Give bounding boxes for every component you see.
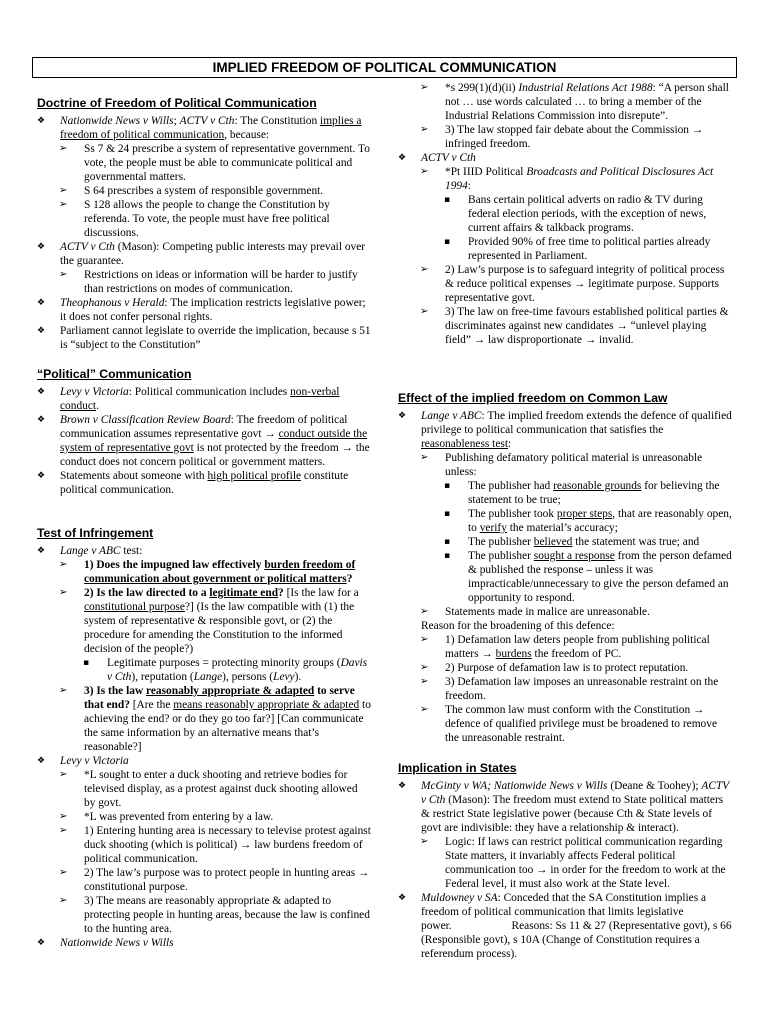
heading-implication-in-states: Implication in States — [398, 761, 517, 775]
sub-bullet-item: ➢ 3) Defamation law imposes an unreasonable restraint on the freedom. — [398, 675, 732, 703]
bullet-item: ❖ Muldowney v SA: Conceded that the SA Constitution implies a freedom of political communication that limits legislative power. Reasons: Ss 11 & 27 (Representative govt), s 66 (Responsible govt), s 10A (Change of Constitution requires a referendum process). — [398, 891, 732, 961]
sub-bullet-item: ➢ 1) Defamation law deters people from publishing political matters → burdens the freedom of PC. — [398, 633, 732, 661]
sub-bullet-item: ➢ *Pt IIID Political Broadcasts and Political Disclosures Act 1994: — [398, 165, 732, 193]
bullet-item: ❖ McGinty v WA; Nationwide News v Wills (Deane & Toohey); ACTV v Cth (Mason): The freedom must extend to State political matters & restrict State legislative power (because Cth & State levels of govt are indivisible: they have a relationship & interact). — [398, 779, 732, 835]
bullet-item: ❖ Parliament cannot legislate to override the implication, because s 51 is “subject to the Constitution” — [37, 324, 371, 352]
sub-bullet-item: ➢ 2) The law’s purpose was to protect people in hunting areas → constitutional purpose. — [37, 866, 371, 894]
sub-sub-bullet-item: ▪ The publisher believed the statement was true; and — [398, 535, 732, 549]
bullet-item: ❖ Statements about someone with high political profile constitute political communication. — [37, 469, 371, 497]
sub-sub-bullet-item: ▪ Legitimate purposes = protecting minority groups (Davis v Cth), reputation (Lange), persons (Levy). — [37, 656, 371, 684]
page-title: IMPLIED FREEDOM OF POLITICAL COMMUNICATION — [32, 57, 737, 78]
sub-sub-bullet-item: ▪ Bans certain political adverts on radio & TV during federal election periods, with the exception of news, current affairs & talkback programs. — [398, 193, 732, 235]
sub-bullet-item: ➢ S 128 allows the people to change the Constitution by referenda. To vote, the people must have free political discussions. — [37, 198, 371, 240]
sub-bullet-item: ➢ S 64 prescribes a system of responsible government. — [37, 184, 371, 198]
text-line: Reason for the broadening of this defence: — [421, 620, 615, 632]
heading-political-communication: “Political” Communication — [37, 367, 192, 381]
heading-test-of-infringement: Test of Infringement — [37, 526, 154, 540]
sub-bullet-item: ➢ *L sought to enter a duck shooting and retrieve bodies for televised display, as a protest against duck shooting allowed by govt. — [37, 768, 371, 810]
bullet-item: ❖ Levy v Victoria: Political communication includes non-verbal conduct. — [37, 385, 371, 413]
sub-bullet-item: ➢ 2) Purpose of defamation law is to protect reputation. — [398, 661, 732, 675]
sub-bullet-item: ➢ 1) Does the impugned law effectively burden freedom of communication about government or political matters? — [37, 558, 371, 586]
sub-bullet-item: ➢ 2) Is the law directed to a legitimate end? [Is the law for a constitutional purpose?] (Is the law compatible with (1) the system of representative & responsible govt, or (2) the procedure for amending the Constitution to the informed decision of the people?) — [37, 586, 371, 656]
sub-sub-bullet-item: ▪ The publisher sought a response from the person defamed & published the response – unless it was impracticable/unnecessary to give the person defamed an opportunity to respond. — [398, 549, 732, 605]
sub-bullet-item: ➢ 3) The law on free-time favours established political parties & discriminates against new candidates → “unlevel playing field” → law disproportionate → invalid. — [398, 305, 732, 347]
bullet-item: ❖ Nationwide News v Wills; ACTV v Cth: The Constitution implies a freedom of political communication, because: — [37, 114, 371, 142]
heading-common-law: Effect of the implied freedom on Common Law — [398, 391, 668, 405]
bullet-item: ❖ Brown v Classification Review Board: The freedom of political communication assumes representative govt → conduct outside the system of representative govt is not protected by the freedom → the conduct does not concern political or government matters. — [37, 413, 371, 469]
sub-bullet-item: ➢ Statements made in malice are unreasonable. — [398, 605, 732, 619]
bullet-item: ❖ Lange v ABC: The implied freedom extends the defence of qualified privilege to political communication that satisfies the reasonableness test: — [398, 409, 732, 451]
sub-bullet-item: ➢ Ss 7 & 24 prescribe a system of representative government. To vote, the people must be able to communicate political and governmental matters. — [37, 142, 371, 184]
sub-bullet-item: ➢ 1) Entering hunting area is necessary to televise protest against duck shooting (which is political) → law burdens freedom of political communication. — [37, 824, 371, 866]
sub-bullet-item: ➢ 2) Law’s purpose is to safeguard integrity of political process & reduce political expenses → legitimate purpose. Supports representative govt. — [398, 263, 732, 305]
bullet-item: ❖ ACTV v Cth (Mason): Competing public interests may prevail over the guarantee. — [37, 240, 371, 268]
bullet-item: ❖ Levy v Victoria — [37, 754, 371, 768]
sub-bullet-item: ➢ The common law must conform with the Constitution → defence of qualified privilege must be broadened to remove the unreasonable restraint. — [398, 703, 732, 745]
bullet-item: ❖ Theophanous v Herald: The implication restricts legislative power; it does not confer personal rights. — [37, 296, 371, 324]
bullet-item: ❖ Nationwide News v Wills — [37, 936, 371, 950]
sub-bullet-item: ➢ *s 299(1)(d)(ii) Industrial Relations Act 1988: “A person shall not … use words calculated … to bring a member of the Industrial Relations Commission into disrepute”. — [398, 81, 732, 123]
heading-doctrine: Doctrine of Freedom of Political Communication — [37, 96, 317, 110]
bullet-item: ❖ ACTV v Cth — [398, 151, 732, 165]
sub-sub-bullet-item: ▪ Provided 90% of free time to political parties already represented in Parliament. — [398, 235, 732, 263]
sub-bullet-item: ➢ *L was prevented from entering by a law. — [37, 810, 371, 824]
sub-bullet-item: ➢ Publishing defamatory political material is unreasonable unless: — [398, 451, 732, 479]
sub-sub-bullet-item: ▪ The publisher had reasonable grounds for believing the statement to be true; — [398, 479, 732, 507]
bullet-item: ❖ Lange v ABC test: — [37, 544, 371, 558]
sub-bullet-item: ➢ Restrictions on ideas or information will be harder to justify than restrictions on modes of communication. — [37, 268, 371, 296]
sub-bullet-item: ➢ 3) Is the law reasonably appropriate & adapted to serve that end? [Are the means reasonably appropriate & adapted to achieving the end? or do they go too far?] [Can communicate the same information by an alternative means that’s reasonable?] — [37, 684, 371, 754]
sub-bullet-item: ➢ Logic: If laws can restrict political communication regarding State matters, it invariably affects Federal political communication too → in order for the freedom to work at the Federal level, it must also work at the State level. — [398, 835, 732, 891]
sub-sub-bullet-item: ▪ The publisher took proper steps, that are reasonably open, to verify the material’s accuracy; — [398, 507, 732, 535]
sub-bullet-item: ➢ 3) The means are reasonably appropriate & adapted to protecting people in hunting areas, because the law is confined to the hunting area. — [37, 894, 371, 936]
sub-bullet-item: ➢ 3) The law stopped fair debate about the Commission → infringed freedom. — [398, 123, 732, 151]
